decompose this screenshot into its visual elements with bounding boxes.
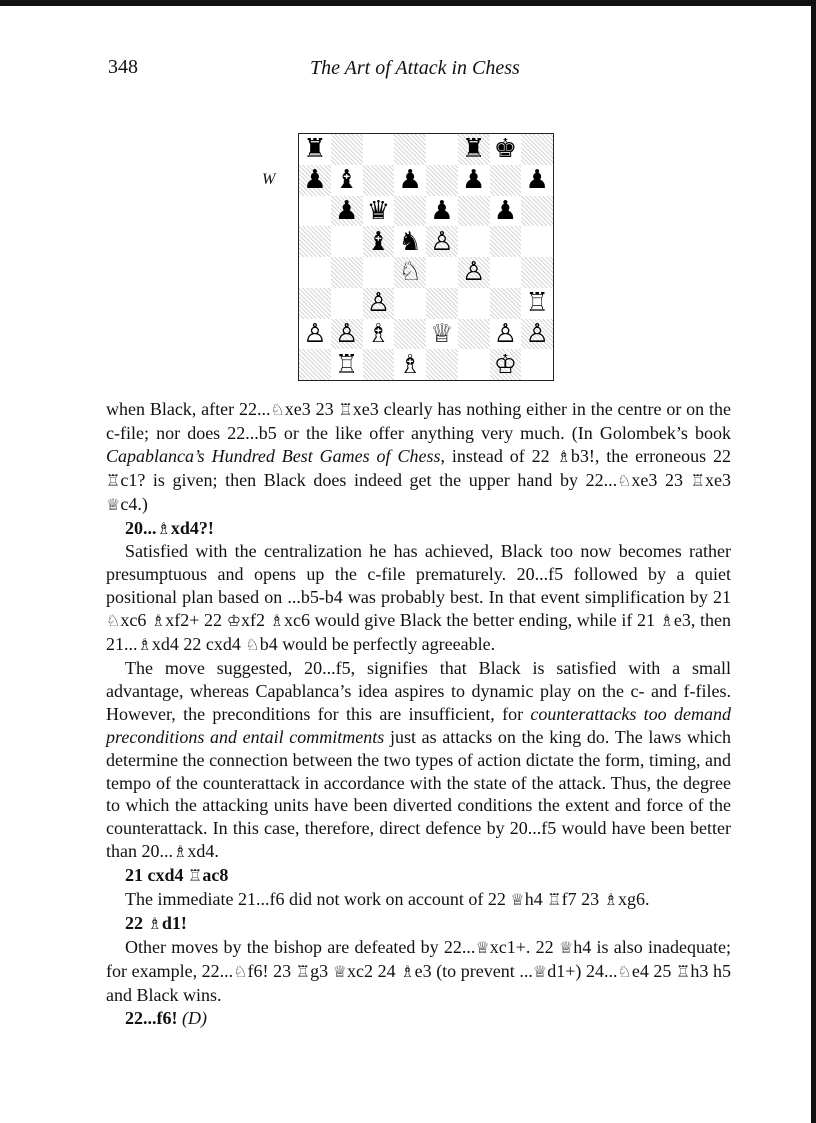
text-run: when Black, after 22... [106,399,271,419]
text-run: xe3 [704,469,731,490]
text-run: h3 h5 and Black wins. [106,960,731,1005]
board-square: ♜ [303,134,327,165]
rook-figurine: ♖ [676,961,691,981]
board-square [394,196,426,227]
running-head-title: The Art of Attack in Chess [310,57,520,79]
board-square [331,288,363,319]
board-square [426,257,458,288]
queen-figurine: ♕ [332,961,348,981]
text-run: xc2 24 [347,960,401,981]
board-square [331,226,363,257]
bishop-figurine: ♗ [659,611,674,631]
text-run: xd4?! [170,517,214,538]
board-square [490,257,522,288]
text-run: xf2 [241,610,270,631]
board-square: ♟ [430,195,454,226]
board-square [521,349,553,380]
board-square [426,134,458,165]
knight-figurine: ♘ [617,961,632,981]
board-square: ♛ [366,195,391,226]
text-run: h4 [524,889,548,910]
king-figurine: ♔ [226,611,242,631]
board-square [521,257,553,288]
text-run: e3 (to prevent ... [414,960,533,981]
board-square [458,226,490,257]
page-number: 348 [108,56,138,78]
rook-figurine: ♖ [547,890,562,910]
board-square [394,288,426,319]
board-square: ♟ [525,165,549,196]
board-square: ♙ [521,319,553,350]
bishop-figurine: ♗ [603,890,618,910]
text-run: b4 would be perfectly agreeable. [259,634,496,655]
board-square [521,226,553,257]
board-square: ♕ [430,318,454,349]
top-border [0,0,816,6]
board-square: ♔ [490,349,522,380]
text-run: just as attacks on the king do. The laws which determine the connection between the two types of action dictate the form, timing, and tempo of the counterattack in accordance with the state of the attack. Thus, the degree to which the attacking units have been diverted conditions the extent and force of the counterattack. In this case, therefore, direct defence by 20...f5 would have been better than 20... [106,726,731,862]
rook-figurine: ♖ [690,470,705,490]
board-square: ♝ [363,226,395,257]
knight-figurine: ♘ [617,470,632,490]
right-border [811,0,816,1123]
knight-figurine: ♘ [233,961,248,981]
text-run: Satisfied with the centralization he has achieved, Black too now becomes rather presumptuous and opens up the c-file prematurely. 20...f5 followed by a quiet positional plan based on ...b5-b4 was probably best. In that event simplification by 21 [106,541,731,608]
board-square [363,134,395,165]
paragraph-centralization [106,540,731,657]
board-square: ♟ [493,195,518,226]
board-square: ♞ [398,226,422,257]
queen-figurine: ♕ [532,961,548,981]
paragraph-immediate-f6 [106,888,731,912]
text-run: xg6. [617,889,650,910]
text-run: 21 cxd4 [125,865,188,886]
board-square: ♚ [493,134,518,165]
bishop-figurine: ♗ [400,961,415,981]
board-square: ♗ [398,349,422,380]
bishop-figurine: ♗ [173,842,188,862]
board-square [490,165,522,196]
text-run: xe3 23 [284,399,339,419]
board-square [458,288,490,319]
text-run: xc1+. 22 [489,936,559,957]
move-heading-22-black [106,1007,731,1030]
board-square: ♗ [366,318,391,349]
board-square [458,319,490,350]
paragraph-continuation [106,398,731,517]
board-square [299,349,331,380]
text-run: b3!, the erroneous 22 [570,445,731,466]
knight-figurine: ♘ [245,635,260,655]
text-run: e3, then 21... [106,610,732,655]
side-to-move-label: W [262,171,276,188]
move-heading-22 [106,912,731,936]
text-run: d1+) 24... [547,960,618,981]
move-heading-20 [106,517,731,541]
board-square [490,288,522,319]
rook-figurine: ♖ [106,470,121,490]
text-run: xe3 clearly has nothing either in the centre or on the c-file; nor does 22...b5 or the like offer anything very much. (In Golombek’s book [106,399,731,443]
bishop-figurine: ♗ [147,913,162,933]
board-square [490,226,522,257]
paragraph-bishop-moves [106,936,731,1007]
board-square [394,134,426,165]
text-run: g3 [310,960,333,981]
board-square: ♜ [458,134,490,165]
board-square [426,165,458,196]
queen-figurine: ♕ [510,890,525,910]
text-run: h4 is also inadequate; for example, 22... [106,936,732,981]
board-square: ♝ [334,165,359,196]
text-run: e4 25 [631,960,677,981]
board-square: ♟ [331,196,363,227]
board-square: ♙ [493,318,518,349]
bishop-figurine: ♗ [556,446,571,466]
italic-text: counterattacks too demand preconditions and entail commitments [106,703,731,747]
board-square: ♖ [334,349,359,380]
queen-figurine: ♕ [558,937,574,957]
queen-figurine: ♕ [106,494,121,514]
board-square [299,226,331,257]
text-run: xc6 would give Black the better ending, while if 21 [284,610,660,631]
queen-figurine: ♕ [475,937,490,957]
text-run: , instead of 22 [440,445,557,466]
board-square: ♙ [458,257,490,288]
board-square [521,134,553,165]
board-square [331,257,363,288]
paragraph-counterattack [106,657,731,864]
bishop-figurine: ♗ [150,611,166,631]
board-square [299,288,331,319]
board-square [363,349,395,380]
text-run: f7 23 [561,889,604,910]
text-run: 22...f6! [125,1007,182,1028]
text-run: 20... [125,517,157,538]
board-square [299,257,331,288]
board-square: ♘ [394,257,426,288]
text-run: Other moves by the bishop are defeated by 22... [125,936,476,957]
board-square [458,349,490,380]
board-square: ♟ [398,165,422,196]
bishop-figurine: ♗ [269,611,284,631]
move-heading-21 [106,864,731,888]
commentary-text [106,398,731,1029]
board-square [426,349,458,380]
text-run: xe3 23 [631,469,691,490]
board-square [363,257,395,288]
text-run: The move suggested, 20...f5, signifies that Black is satisfied with a small advantage, whereas Capablanca’s idea aspires to dynamic play on the c- and f-files. However, the preconditions for this are insufficient, for [106,657,731,724]
text-run: xd4. [187,841,219,862]
text-run: 22 [125,912,148,933]
text-run: xc6 [120,610,151,631]
text-run: f6! 23 [247,960,296,981]
board-square: ♙ [331,319,363,350]
text-run: The immediate 21...f6 did not work on account of 22 [125,889,511,910]
board-square [331,134,363,165]
board-square [521,196,553,227]
board-square [426,288,458,319]
board-square: ♙ [426,226,458,257]
italic-text: Capablanca’s Hundred Best Games of Chess [106,445,441,466]
text-run: c1? is given; then Black does indeed get the upper hand by 22... [120,469,618,490]
board-square: ♟ [299,165,331,196]
text-run: ac8 [202,865,229,886]
board-square [299,196,331,227]
text-run: xd4 22 cxd4 [151,634,246,655]
board-square: ♙ [363,288,395,319]
board-square: ♙ [303,318,327,349]
text-run: c4.) [120,493,148,514]
board-square [394,319,426,350]
rook-figurine: ♖ [295,961,311,981]
knight-figurine: ♘ [270,400,285,419]
rook-figurine: ♖ [188,866,203,886]
text-run: xf2+ 22 [165,610,227,631]
board-square [363,165,395,196]
bishop-figurine: ♗ [156,518,171,538]
chess-diagram [298,133,554,381]
knight-figurine: ♘ [106,611,121,631]
rook-figurine: ♖ [338,400,353,419]
bishop-figurine: ♗ [137,635,152,655]
board-square: ♖ [525,288,549,319]
italic-text: (D) [182,1007,207,1028]
text-run: d1! [161,912,187,933]
board-square: ♟ [461,165,486,196]
board-square [458,196,490,227]
